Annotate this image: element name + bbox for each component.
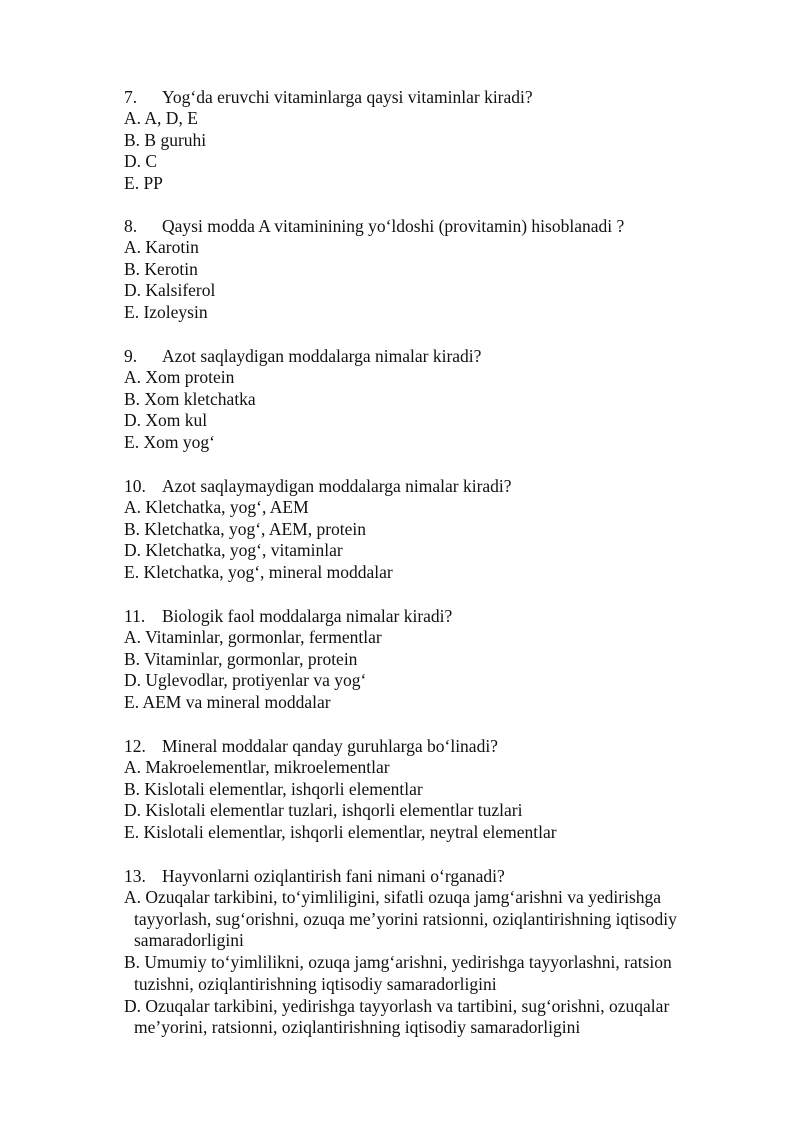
question-10	[124, 475, 744, 584]
answer-option: E. AEM va mineral moddalar	[124, 692, 331, 713]
answer-option: A. Karotin	[124, 237, 199, 257]
question-number: 8.	[124, 216, 138, 236]
question-9	[124, 345, 744, 454]
question-number: 13.	[124, 866, 146, 886]
question-number: 11.	[124, 606, 146, 626]
question-text: Azot saqlaymaydigan moddalarga nimalar kiradi?	[162, 476, 512, 496]
question-text: Yog‘da eruvchi vitaminlarga qaysi vitaminlar kiradi?	[162, 87, 533, 107]
answer-option: A. Xom protein	[124, 367, 235, 387]
question-11	[124, 605, 744, 714]
question-number: 12.	[124, 736, 146, 756]
question-text: Hayvonlarni oziqlantirish fani nimani o‘rganadi?	[162, 866, 505, 886]
answer-option: B. Kislotali elementlar, ishqorli elementlar	[124, 778, 423, 799]
question-number: 10.	[124, 476, 146, 496]
answer-option: D. C	[124, 151, 158, 172]
answer-option: D. Uglevodlar, protiyenlar va yog‘	[124, 670, 367, 691]
answer-option: D. Kletchatka, yog‘, vitaminlar	[124, 540, 343, 561]
answer-option: D. Ozuqalar tarkibini, yedirishga tayyorlash va tartibini, sug‘orishni, ozuqalar me’yorini, ratsionni, oziqlantirishning iqtisodiy samaradorligini	[124, 995, 670, 1038]
question-7	[124, 86, 744, 195]
question-title	[124, 475, 744, 497]
question-title	[124, 86, 744, 108]
answer-option: B. Kerotin	[124, 258, 198, 279]
question-title	[124, 605, 744, 627]
answer-option: A. Kletchatka, yog‘, AEM	[124, 497, 309, 517]
answer-option: A. Ozuqalar tarkibini, to‘yimliligini, sifatli ozuqa jamg‘arishni va yedirishga tayyorlash, sug‘orishni, ozuqa me’yorini ratsionni, oziqlantirishning iqtisodiy samaradorligini	[124, 887, 677, 951]
answer-option: D. Xom kul	[124, 410, 208, 431]
answer-option: B. B guruhi	[124, 129, 207, 150]
question-number: 9.	[124, 346, 138, 366]
answer-option: B. Kletchatka, yog‘, AEM, protein	[124, 518, 367, 539]
answer-option: D. Kislotali elementlar tuzlari, ishqorli elementlar tuzlari	[124, 800, 523, 821]
question-title	[124, 735, 744, 757]
answer-option: D. Kalsiferol	[124, 280, 216, 301]
question-12	[124, 735, 744, 844]
answer-option: E. Xom yog‘	[124, 432, 215, 453]
question-8	[124, 215, 744, 324]
question-number: 7.	[124, 87, 138, 107]
answer-option: E. Izoleysin	[124, 302, 208, 323]
answer-option: A. Vitaminlar, gormonlar, fermentlar	[124, 627, 382, 647]
question-title	[124, 865, 744, 887]
answer-option: E. Kislotali elementlar, ishqorli elementlar, neytral elementlar	[124, 822, 557, 843]
question-title	[124, 215, 744, 237]
answer-option: B. Umumiy to‘yimlilikni, ozuqa jamg‘arishni, yedirishga tayyorlashni, ratsion tuzishni, oziqlantirishning iqtisodiy samaradorligini	[124, 952, 672, 994]
answer-option: B. Xom kletchatka	[124, 388, 256, 409]
answer-option: E. PP	[124, 173, 163, 194]
question-text: Qaysi modda A vitaminining yo‘ldoshi (provitamin) hisoblanadi ?	[162, 216, 625, 236]
question-text: Biologik faol moddalarga nimalar kiradi?	[162, 606, 453, 626]
question-text: Azot saqlaydigan moddalarga nimalar kiradi?	[162, 346, 482, 366]
answer-option: A. A, D, E	[124, 108, 198, 128]
answer-option: A. Makroelementlar, mikroelementlar	[124, 757, 390, 777]
answer-option: B. Vitaminlar, gormonlar, protein	[124, 648, 358, 669]
answer-option: E. Kletchatka, yog‘, mineral moddalar	[124, 562, 393, 583]
question-title	[124, 345, 744, 367]
question-13	[124, 865, 744, 1039]
question-text: Mineral moddalar qanday guruhlarga bo‘linadi?	[162, 736, 498, 756]
